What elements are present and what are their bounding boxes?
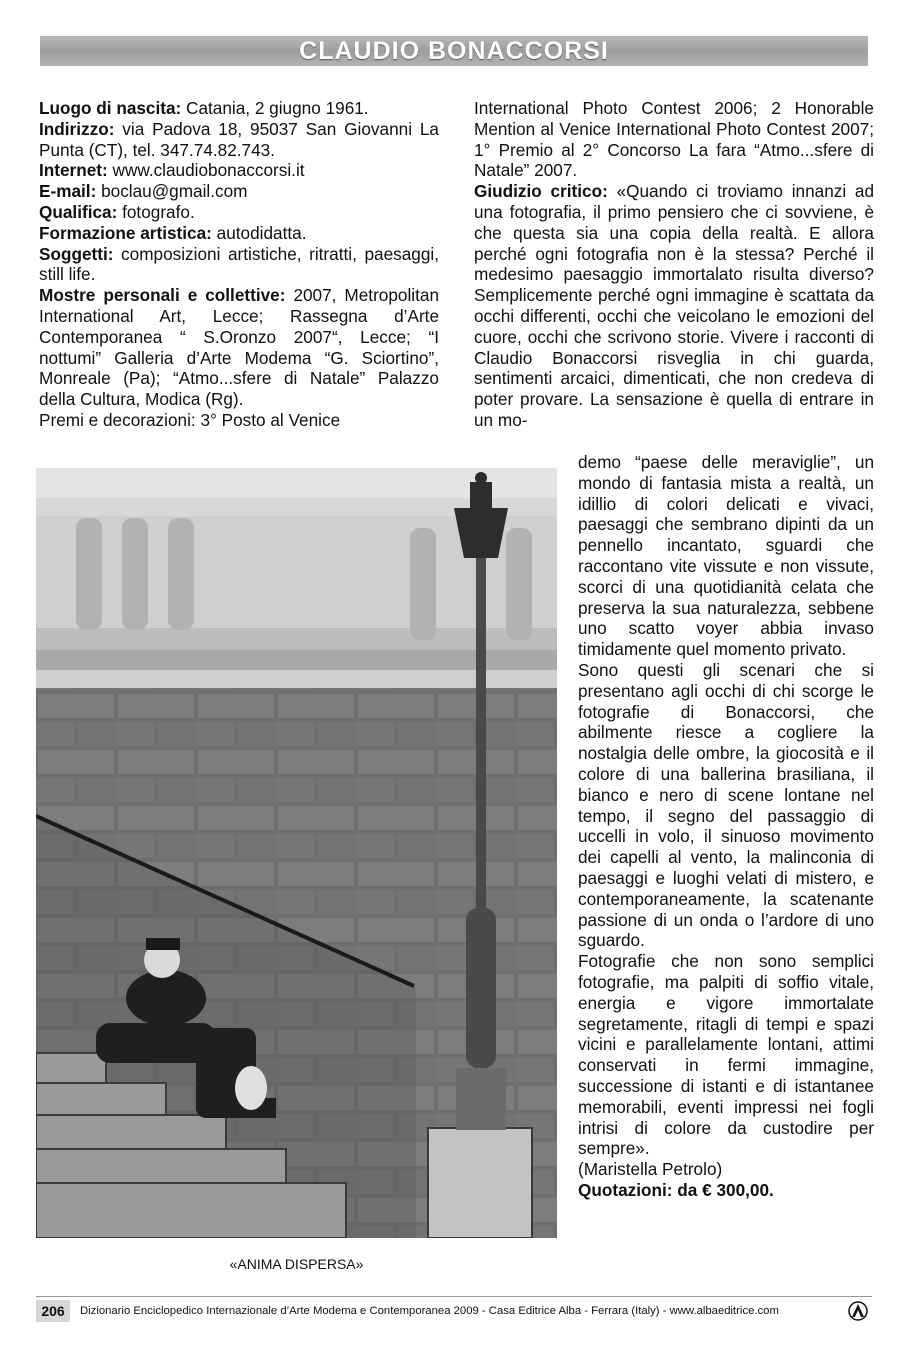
internet-entry: Internet: www.claudiobonaccorsi.it [39, 160, 305, 181]
right-column-continued [578, 452, 874, 1201]
critical-review-part-2: Sono questi gli scenari che si presentano agli occhi di chi scorge le fotografie di Bonaccorsi, che abilmente riesce a cogliere la nostalgia delle ombre, la giocosità e il colore di una ballerina brasiliana, il bianco e nero di scene lontane nel tempo, il segno del passaggio di uccelli in volo, il sinuoso movimento dei capelli al vento, la malinconia di paesaggi e luoghi velati di mistero, e contemporaneamente, la scatenante passione di un onda o l’ardore di uno sguardo. [578, 659, 874, 951]
quotazioni-entry: Quotazioni: da € 300,00. [578, 1179, 774, 1200]
critical-review-part-3: Fotografie che non sono semplici fotografie, ma palpiti di soffio vitale, energia e vigore immortalate segretamente, ritagli di tempi e spazi vicini e parallelamente lontani, attimi conservati in fermi immagine, successione di istanti e di istantanee memorabili, eventi impressi nei fogli intrisi di colore da custodire per sempre». [578, 951, 874, 1159]
footer-publication-text: Dizionario Enciclopedico Internazionale d’Arte Modema e Contemporanea 2009 - Casa Editrice Alba - Ferrara (Italy) - www.albaeditrice.com [80, 1305, 779, 1317]
photo-caption: «ANIMA DISPERSA» [229, 1256, 364, 1272]
address-entry: Indirizzo: via Padova 18, 95037 San Giovanni La Punta (CT), tel. 347.74.82.743. [39, 118, 439, 160]
artwork-photo [36, 468, 557, 1238]
birth-entry: Luogo di nascita: Catania, 2 giugno 1961. [39, 98, 369, 118]
email-entry: E-mail: boclau@gmail.com [39, 181, 248, 202]
left-column [39, 98, 439, 431]
critical-review-part-1: demo “paese delle meraviglie”, un mondo di fantasia mista a realtà, un idillio di colori delicati e vivaci, paesaggi che sembrano dipinti da un pennello incantato, sguardi che raccontano vite vissute e non vissute, scorci di una quotidianità celata che preserva la sua naturalezza, sebbene uno scatto voyer abbia invaso timidamente quel momento privato. [578, 452, 874, 660]
footer-divider [36, 1296, 872, 1297]
qualifica-entry: Qualifica: fotografo. [39, 201, 195, 222]
premi-entry: Premi e decorazioni: 3° Posto al Venice [39, 409, 341, 430]
mostre-entry: Mostre personali e collettive: 2007, Metropolitan International Art, Lecce; Rassegna d’Arte Contemporanea “ S.Oronzo 2007“, Lecce; “I nottumi” Galleria d’Arte Modema “G. Sciortino”, Monreale (Pa); “Atmo...sfere di Natale” Palazzo della Cultura, Modica (Rg). [39, 285, 439, 410]
premi-continued: International Photo Contest 2006; 2 Honorable Mention al Venice International Photo Contest 2007; 1° Premio al 2° Concorso La fara “Atmo...sfere di Natale” 2007. [474, 98, 874, 181]
review-author: (Maristella Petrolo) [578, 1159, 723, 1180]
publisher-logo-icon [848, 1301, 868, 1321]
soggetti-entry: Soggetti: composizioni artistiche, ritratti, paesaggi, still life. [39, 243, 439, 285]
right-column [474, 98, 874, 431]
formazione-entry: Formazione artistica: autodidatta. [39, 222, 307, 243]
artist-name-title: CLAUDIO BONACCORSI [299, 37, 609, 65]
critical-review: Giudizio critico: «Quando ci troviamo innanzi ad una fotografia, il primo pensiero che ci sovviene, è che questa sia una copia della realtà. E allora perché ogni fotografia non è la stessa? Perché il medesimo paesaggio immortalato risulta diverso? Semplicemente perché ogni immagine è scattata da occhi differenti, occhi che veicolano le emozioni del cuore, occhi che scrivono storie. Vivere i racconti di Claudio Bonaccorsi risveglia in chi guarda, sentimenti arcaici, dimenticati, che non credeva di poter provare. La sensazione è quella di entrare in un mo- [474, 181, 874, 430]
page-footer [36, 1300, 872, 1324]
photo-illustration [36, 468, 557, 1238]
page-number: 206 [36, 1300, 70, 1322]
